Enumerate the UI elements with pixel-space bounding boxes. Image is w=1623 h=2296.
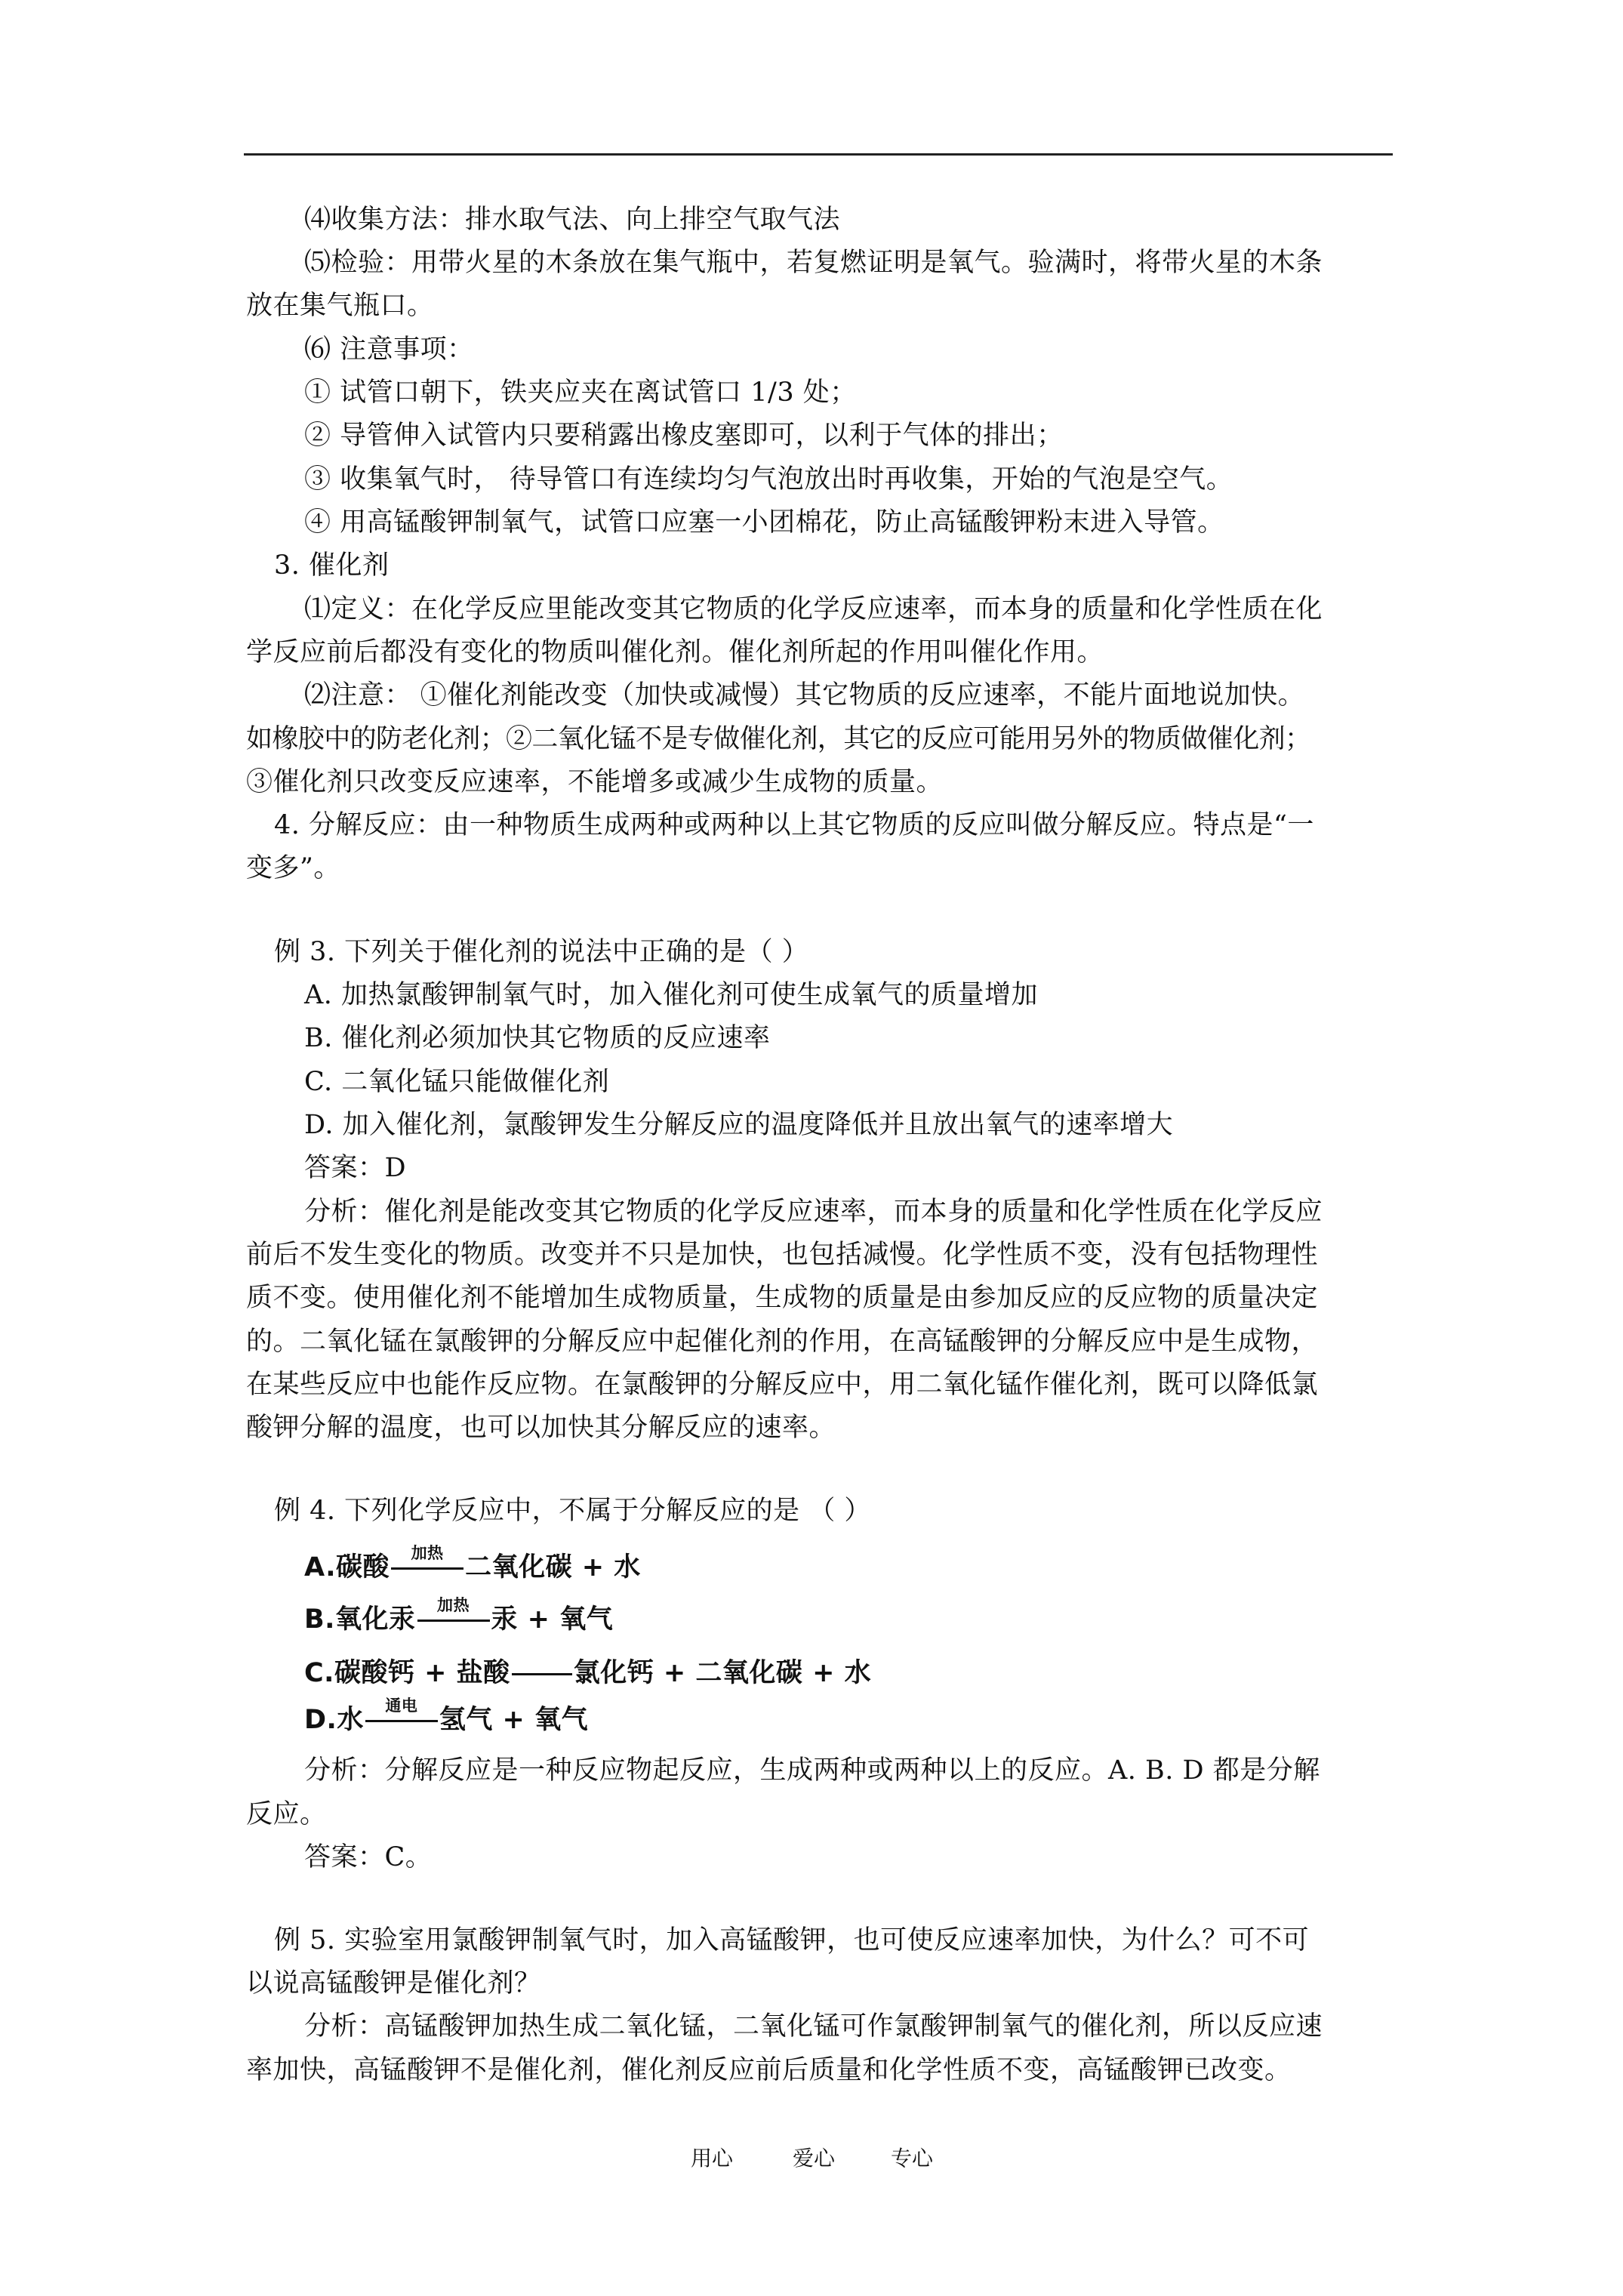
text-line: 以说高锰酸钾是催化剂？: [246, 1968, 541, 1999]
text-line: ④ 用高锰酸钾制氧气，试管口应塞一小团棉花，防止高锰酸钾粉末进入导管。: [304, 507, 1224, 538]
analysis-line: 酸钾分解的温度，也可以加快其分解反应的速率。: [246, 1413, 836, 1443]
text-line: ③催化剂只改变反应速率，不能增多或减少生成物的质量。: [246, 767, 944, 797]
analysis-line: 前后不发生变化的物质。改变并不只是加快，也包括减慢。化学性质不变，没有包括物理性: [246, 1240, 1319, 1270]
text-line: ⑷收集方法：排水取气法、向上排空气取气法: [304, 205, 841, 235]
example-heading: 例 4. 下列化学反应中，不属于分解反应的是 （ ）: [274, 1496, 871, 1526]
example-heading: 例 5. 实验室用氯酸钾制氧气时，加入高锰酸钾，也可使反应速率加快，为什么？可不可: [274, 1925, 1310, 1955]
option-a: A. 加热氯酸钾制氧气时，加入催化剂可使生成氧气的质量增加: [304, 980, 1039, 1010]
text-line: ① 试管口朝下，铁夹应夹在离试管口 1/3 处；: [304, 378, 857, 408]
footer-text: 用心: [691, 2146, 734, 2171]
equation-c: C.碳酸钙 + 盐酸 氯化钙 + 二氧化碳 + 水: [304, 1658, 872, 1688]
option-c: C. 二氧化锰只能做催化剂: [304, 1067, 610, 1097]
text-line: 如橡胶中的防老化剂；②二氧化锰不是专做催化剂，其它的反应可能用另外的物质做催化剂；: [246, 724, 1311, 754]
text-line: 学反应前后都没有变化的物质叫催化剂。催化剂所起的作用叫催化作用。: [246, 637, 1104, 667]
reaction-arrow: 加热: [391, 1557, 463, 1579]
text-line: ⑴定义：在化学反应里能改变其它物质的化学反应速率，而本身的质量和化学性质在化: [304, 594, 1323, 624]
footer-text: 爱心: [793, 2146, 836, 2171]
text-line: ③ 收集氧气时， 待导管口有连续均匀气泡放出时再收集，开始的气泡是空气。: [304, 464, 1233, 495]
analysis-line: 在某些反应中也能作反应物。在氯酸钾的分解反应中，用二氧化锰作催化剂，既可以降低氯: [246, 1370, 1319, 1400]
text-line: 变多”。: [246, 853, 340, 883]
answer: 答案：D: [304, 1153, 407, 1183]
option-d: D. 加入催化剂，氯酸钾发生分解反应的温度降低并且放出氧气的速率增大: [304, 1110, 1174, 1140]
text-line: 放在集气瓶口。: [246, 291, 434, 321]
text-line: ② 导管伸入试管内只要稍露出橡皮塞即可，以利于气体的排出；: [304, 421, 1064, 451]
section-heading: 4. 分解反应：由一种物质生成两种或两种以上其它物质的反应叫做分解反应。特点是“一: [274, 810, 1314, 840]
analysis-line: 的。二氧化锰在氯酸钾的分解反应中起催化剂的作用，在高锰酸钾的分解反应中是生成物，: [246, 1327, 1319, 1357]
header-rule: [244, 153, 1393, 156]
analysis-line: 分析：高锰酸钾加热生成二氧化锰，二氧化锰可作氯酸钾制氧气的催化剂，所以反应速: [304, 2011, 1323, 2042]
answer: 答案：C。: [304, 1842, 433, 1872]
analysis-line: 率加快，高锰酸钾不是催化剂，催化剂反应前后质量和化学性质不变，高锰酸钾已改变。: [246, 2055, 1292, 2085]
equation-a: A.碳酸 加热 二氧化碳 + 水: [304, 1544, 641, 1583]
equation-d: D.水 通电 氢气 + 氧气: [304, 1697, 589, 1735]
reaction-arrow: 加热: [417, 1609, 490, 1632]
reaction-arrow: [512, 1663, 572, 1685]
analysis-line: 分析：催化剂是能改变其它物质的化学反应速率，而本身的质量和化学性质在化学反应: [304, 1197, 1323, 1227]
footer-text: 专心: [891, 2146, 934, 2171]
example-heading: 例 3. 下列关于催化剂的说法中正确的是（ ）: [274, 937, 809, 967]
text-line: ⑵注意： ①催化剂能改变（加快或减慢）其它物质的反应速率，不能片面地说加快。: [304, 680, 1305, 710]
analysis-line: 分析：分解反应是一种反应物起反应，生成两种或两种以上的反应。A. B. D 都是分解: [304, 1755, 1320, 1786]
analysis-line: 反应。: [246, 1799, 327, 1829]
option-b: B. 催化剂必须加快其它物质的反应速率: [304, 1023, 771, 1053]
equation-b: B.氧化汞 加热 汞 + 氧气: [304, 1596, 614, 1635]
text-line: ⑸检验：用带火星的木条放在集气瓶中，若复燃证明是氧气。验满时，将带火星的木条: [304, 248, 1323, 278]
section-heading: 3. 催化剂: [274, 550, 390, 581]
analysis-line: 质不变。使用催化剂不能增加生成物质量，生成物的质量是由参加反应的反应物的质量决定: [246, 1283, 1319, 1313]
text-line: ⑹ 注意事项：: [304, 334, 474, 365]
reaction-arrow: 通电: [365, 1709, 438, 1732]
